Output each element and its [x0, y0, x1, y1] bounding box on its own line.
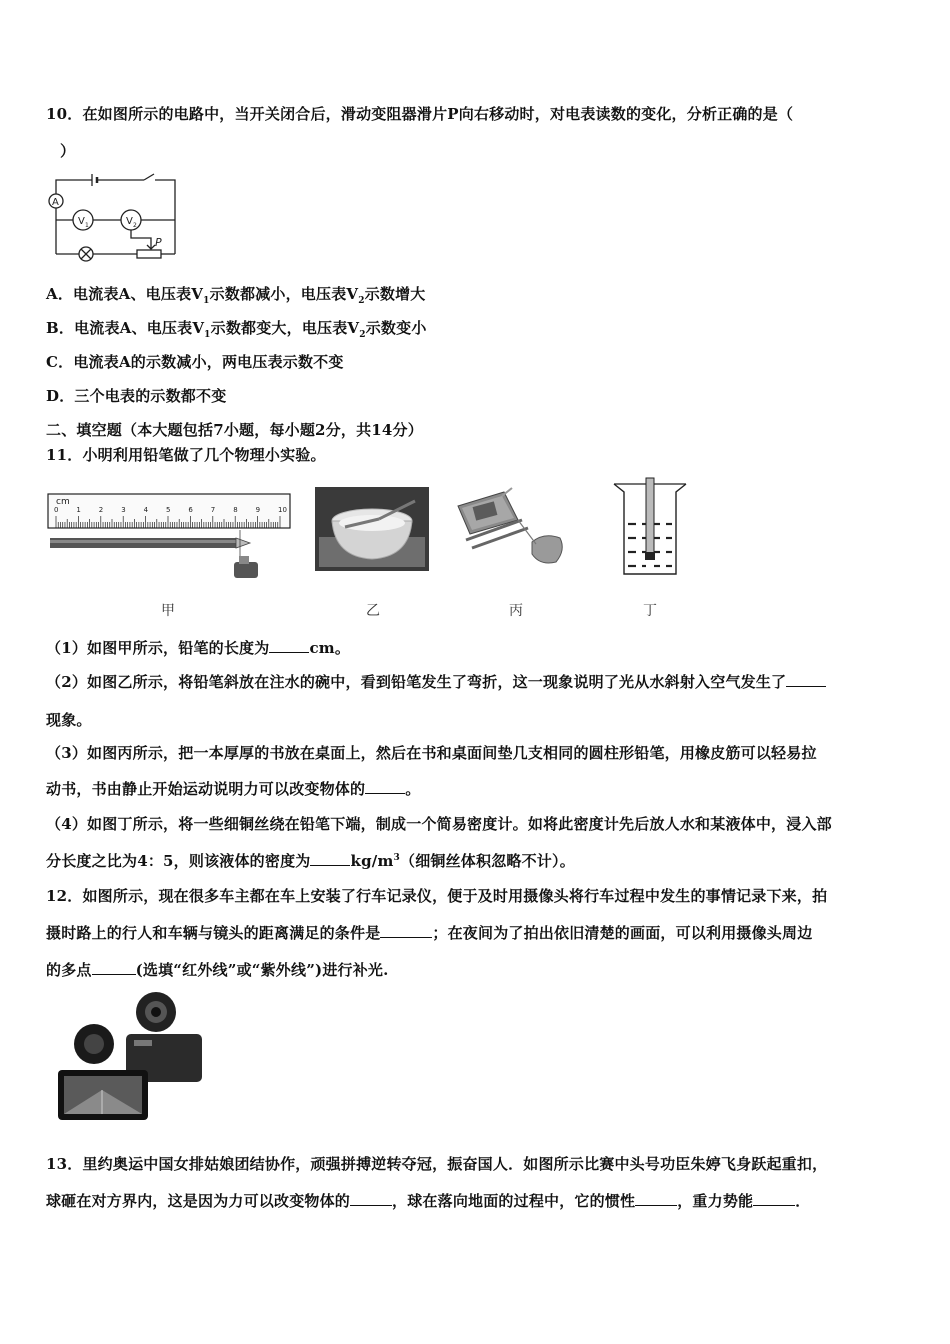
q12-line1: 12．如图所示，现在很多车主都在车上安装了行车记录仪，便于及时用摄像头将行车过程中发生的事情记录下来，拍	[46, 887, 828, 905]
q10-option-a-pre: A．电流表A、电压表V	[46, 285, 204, 303]
q10-option-a	[46, 283, 426, 306]
q11-part4-blank[interactable]	[310, 851, 350, 866]
q11-part2-line1	[46, 671, 826, 692]
voltmeter-v1-label: V	[78, 216, 85, 227]
ruler-unit-label: cm	[56, 497, 70, 507]
q11-part2-line2: 现象。	[46, 711, 92, 729]
caption-yi: 乙	[366, 603, 380, 619]
q11-figure-jia-ruler-pencil	[44, 490, 294, 590]
q11-part1-pre: （1）如图甲所示，铅笔的长度为	[46, 639, 270, 657]
q11-part4-unit: kg/m	[350, 852, 394, 870]
q13-line2-b: ，球在落向地面的过程中，它的惯性	[392, 1192, 636, 1210]
q10-option-b-sub1: 1	[204, 330, 211, 340]
q10-option-a-post: 示数增大	[364, 285, 426, 303]
slider-p-label: P	[155, 236, 162, 249]
q12-line2-pre: 摄时路上的行人和车辆与镜头的距离满足的条件是	[46, 924, 381, 942]
q11-part3-pre: 动书，书由静止开始运动说明力可以改变物体的	[46, 780, 366, 798]
q13-line2-a: 球砸在对方界内，这是因为力可以改变物体的	[46, 1192, 351, 1210]
q13-blank1[interactable]	[350, 1191, 392, 1206]
ruler-tick-label: 10	[278, 506, 287, 514]
q11-part1	[46, 637, 350, 658]
q10-option-d: D．三个电表的示数都不变	[46, 387, 227, 405]
ruler-tick-label: 4	[143, 506, 149, 514]
ruler-tick-label: 3	[121, 506, 126, 514]
q10-option-a-sub1: 1	[203, 296, 210, 306]
q11-part2-text: （2）如图乙所示，将铅笔斜放在注水的碗中，看到铅笔发生了弯折，这一现象说明了光从水斜射入空气发生了	[46, 673, 787, 691]
q10-option-b-post: 示数变小	[365, 319, 427, 337]
q10-stem-line1: 10．在如图所示的电路中，当开关闭合后，滑动变阻器滑片P向右移动时，对电表读数的变化，分析正确的是（	[46, 105, 794, 123]
q11-part4-unit-sup: 3	[393, 853, 400, 863]
q11-part3-post: 。	[405, 780, 421, 798]
q12-line3	[46, 959, 389, 980]
q11-part3-line1: （3）如图丙所示，把一本厚厚的书放在桌面上，然后在书和桌面间垫几支相同的圆柱形铅笔，用橡皮筋可以轻易拉	[46, 744, 817, 762]
ruler-tick-label: 0	[54, 506, 59, 514]
q12-blank1[interactable]	[380, 923, 432, 938]
voltmeter-v1-sub: 1	[85, 222, 89, 229]
q13-blank3[interactable]	[753, 1191, 795, 1206]
q11-part3-blank[interactable]	[365, 779, 405, 794]
q11-part3-line2	[46, 778, 420, 799]
q12-line2	[46, 922, 812, 943]
q10-option-b-mid: 示数都变大，电压表V	[210, 319, 360, 337]
q11-part2-blank[interactable]	[786, 672, 826, 687]
q10-option-c: C．电流表A的示数减小，两电压表示数不变	[46, 353, 344, 371]
q10-option-a-mid: 示数都减小，电压表V	[209, 285, 359, 303]
caption-jia: 甲	[161, 603, 175, 619]
q12-line2-post: ；在夜间为了拍出依旧清楚的画面，可以利用摄像头周边	[432, 924, 813, 942]
q10-stem-line2: ）	[60, 142, 76, 160]
voltmeter-v2-sub: 2	[133, 222, 137, 229]
q12-line3-post: (选填“红外线”或“紫外线”)进行补光.	[135, 961, 389, 979]
q11-figure-ding-density-meter	[610, 474, 690, 580]
q11-part4-post: （细铜丝体积忽略不计）。	[400, 852, 575, 870]
q10-circuit-diagram	[44, 168, 184, 266]
ruler-tick-label: 7	[210, 506, 216, 514]
ruler-tick-label: 5	[166, 506, 171, 514]
q13-line1: 13．里约奥运中国女排姑娘团结协作，顽强拼搏逆转夺冠，振奋国人．如图所示比赛中头号功臣朱婷飞身跃起重扣，	[46, 1155, 828, 1173]
q10-option-b-sub2: 2	[359, 330, 366, 340]
q11-part4-pre: 分长度之比为4：5，则该液体的密度为	[46, 852, 311, 870]
ruler-tick-label: 6	[188, 506, 193, 514]
q13-line2	[46, 1190, 810, 1211]
section2-title: 二、填空题（本大题包括7小题，每小题2分，共14分）	[46, 421, 423, 439]
ruler-tick-label: 1	[76, 506, 81, 514]
q11-part1-blank[interactable]	[269, 638, 309, 653]
ammeter-label: A	[52, 197, 59, 208]
q11-stem: 11．小明利用铅笔做了几个物理小实验。	[46, 446, 326, 464]
q11-part4-line2	[46, 850, 575, 871]
ruler-tick-label: 8	[233, 506, 238, 514]
voltmeter-v2-label: V	[126, 216, 133, 227]
q11-part1-post: cm。	[309, 639, 351, 657]
caption-bing: 丙	[509, 603, 523, 619]
ruler-tick-label: 9	[255, 506, 261, 514]
q13-line2-d: ．	[795, 1192, 811, 1210]
q11-part4-line1: （4）如图丁所示，将一些细铜丝绕在铅笔下端，制成一个简易密度计。如将此密度计先后放人水和某液体中，浸入部	[46, 815, 832, 833]
q12-dashcam-image	[56, 990, 206, 1122]
q13-line2-c: ，重力势能	[677, 1192, 754, 1210]
q10-option-b-pre: B．电流表A、电压表V	[46, 319, 205, 337]
q11-figure-bing-book-pencils	[452, 486, 572, 576]
q13-blank2[interactable]	[635, 1191, 677, 1206]
q12-blank2[interactable]	[92, 960, 136, 975]
ruler-tick-label: 2	[98, 506, 104, 514]
caption-ding: 丁	[643, 603, 657, 619]
q12-line3-pre: 的多点	[46, 961, 92, 979]
q10-option-a-sub2: 2	[358, 296, 365, 306]
q11-figure-yi-bowl	[315, 487, 429, 571]
q10-option-b	[46, 317, 427, 340]
